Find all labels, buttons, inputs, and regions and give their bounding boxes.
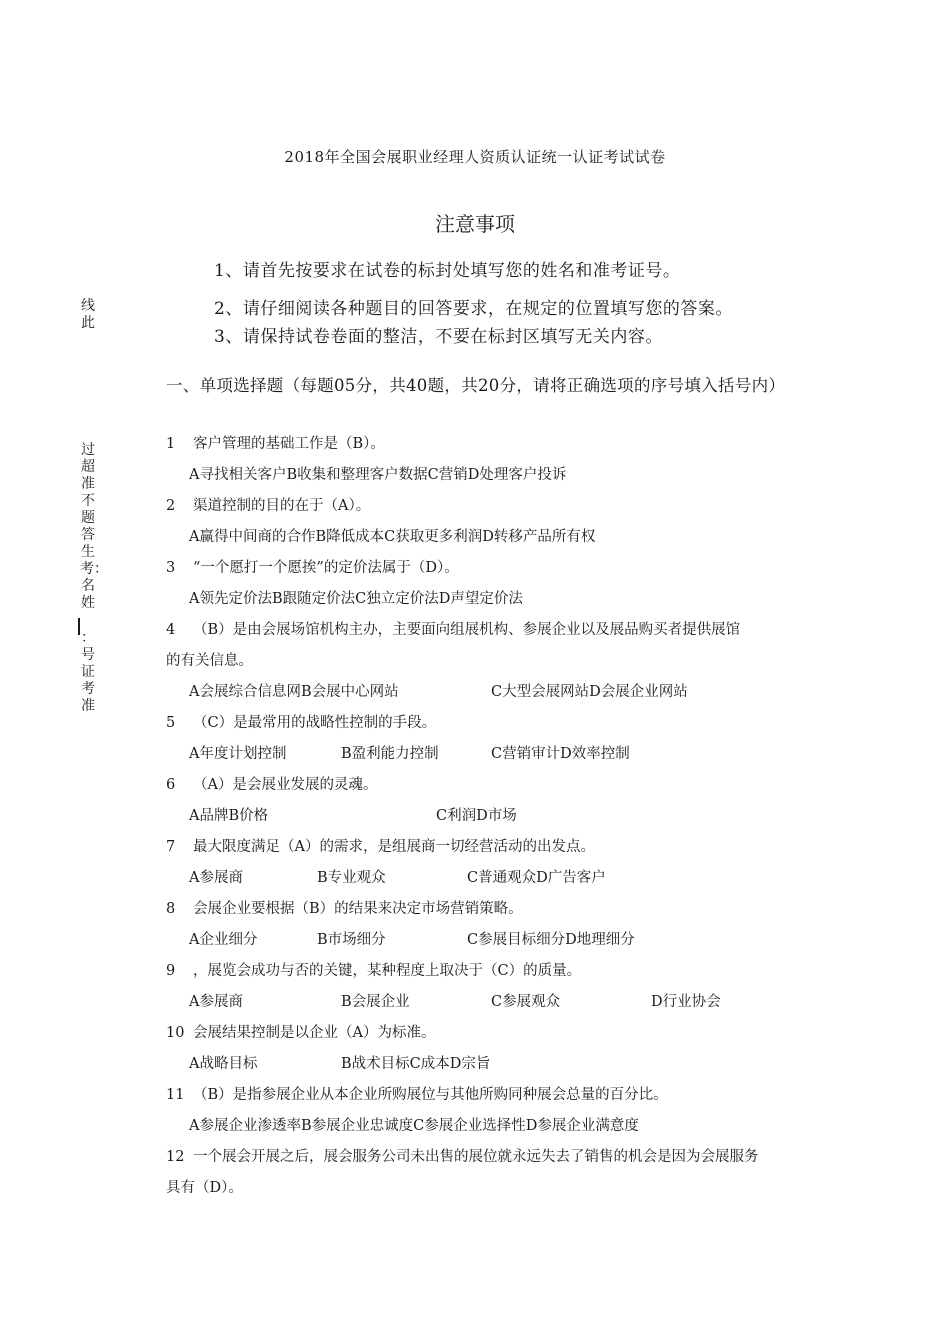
question-4 [166, 618, 740, 639]
question-8-option-b: B市场细分 [317, 932, 386, 948]
question-5-option-c: C营销审计D效率控制 [491, 746, 630, 762]
question-text: （A）是会展业发展的灵魂。 [193, 777, 378, 793]
question-number: 5 [166, 715, 176, 731]
question-7-option-a: A参展商 [189, 870, 243, 886]
question-9-option-d: D行业协会 [651, 994, 721, 1010]
question-text: （C）是最常用的战略性控制的手段。 [193, 715, 437, 731]
question-number: 2 [166, 498, 176, 514]
question-number: 11 [166, 1087, 185, 1103]
question-6 [166, 773, 377, 794]
question-8-option-a: A企业细分 [189, 932, 258, 948]
question-6-option-a: A品牌B价格 [189, 808, 269, 824]
question-number: 7 [166, 839, 176, 855]
question-7-option-c: C普通观众D广告客户 [467, 870, 606, 886]
question-6-option-c: C利润D市场 [436, 808, 517, 824]
question-12-continuation: 具有（D）。 [166, 1180, 243, 1196]
notice-item-1: 1、请首先按要求在试卷的标封处填写您的姓名和准考证号。 [214, 261, 681, 281]
question-number: 3 [166, 560, 176, 576]
question-text: 渠道控制的目的在于（A）。 [193, 498, 371, 514]
question-11 [166, 1083, 668, 1104]
question-4-options-c: C大型会展网站D会展企业网站 [491, 684, 688, 700]
question-10-option-b: B战术目标C成本D宗旨 [341, 1056, 491, 1072]
question-9 [166, 959, 581, 980]
question-8-option-c: C参展目标细分D地理细分 [467, 932, 635, 948]
question-number: 8 [166, 901, 176, 917]
notice-title: 注意事项 [435, 212, 515, 236]
margin-seal-text-3: ：号证考准 [81, 630, 95, 714]
question-number: 1 [166, 436, 176, 452]
exam-title: 2018年全国会展职业经理人资质认证统一认证考试试卷 [284, 148, 666, 166]
question-10-option-a: A战略目标 [189, 1056, 258, 1072]
question-text: 客户管理的基础工作是（B）。 [193, 436, 385, 452]
question-2 [166, 494, 370, 515]
question-text: 会展企业要根据（B）的结果来决定市场营销策略。 [193, 901, 523, 917]
question-text: ，展览会成功与否的关键，某种程度上取决于（C）的质量。 [193, 963, 582, 979]
question-number: 10 [166, 1025, 185, 1041]
question-9-option-b: B会展企业 [341, 994, 410, 1010]
question-3 [166, 556, 459, 577]
question-10 [166, 1021, 435, 1042]
question-text: 最大限度满足（A）的需求，是组展商一切经营活动的出发点。 [193, 839, 595, 855]
question-9-option-a: A参展商 [189, 994, 243, 1010]
question-1-options: A寻找相关客户B收集和整理客户数据C营销D处理客户投诉 [189, 467, 567, 483]
notice-item-2: 2、请仔细阅读各种题目的回答要求，在规定的位置填写您的答案。 [214, 299, 733, 319]
question-number: 6 [166, 777, 176, 793]
question-text: （B）是指参展企业从本企业所购展位与其他所购同种展会总量的百分比。 [193, 1087, 668, 1103]
question-7-option-b: B专业观众 [317, 870, 386, 886]
question-text: 一个展会开展之后，展会服务公司未出售的展位就永远失去了销售的机会是因为会展服务 [193, 1149, 759, 1165]
question-8 [166, 897, 523, 918]
question-5-option-a: A年度计划控制 [189, 746, 287, 762]
question-2-options: A赢得中间商的合作B降低成本C获取更多利润D转移产品所有权 [189, 529, 596, 545]
question-number: 4 [166, 622, 176, 638]
question-text: “一个愿打一个愿挨”的定价法属于（D）。 [193, 560, 459, 576]
question-11-options: A参展企业渗透率B参展企业忠诚度C参展企业选择性D参展企业满意度 [189, 1118, 639, 1134]
question-text: 会展结果控制是以企业（A）为标准。 [193, 1025, 436, 1041]
question-5 [166, 711, 436, 732]
question-number: 12 [166, 1149, 185, 1165]
question-9-option-c: C参展观众 [491, 994, 561, 1010]
question-text: （B）是由会展场馆机构主办，主要面向组展机构、参展企业以及展品购买者提供展馆 [193, 622, 741, 638]
question-4-options-a: A会展综合信息网B会展中心网站 [189, 684, 399, 700]
question-5-option-b: B盈利能力控制 [341, 746, 439, 762]
question-7 [166, 835, 595, 856]
question-number: 9 [166, 963, 176, 979]
question-4-continuation: 的有关信息。 [166, 653, 253, 669]
notice-item-3: 3、请保持试卷卷面的整洁，不要在标封区填写无关内容。 [214, 327, 663, 347]
question-3-options: A领先定价法B跟随定价法C独立定价法D声望定价法 [189, 591, 523, 607]
margin-seal-text-2: 过超准不题答生考：名姓 [80, 442, 108, 611]
margin-seal-text-1: 线此 [81, 298, 95, 331]
question-12 [166, 1145, 759, 1166]
section-heading: 一、单项选择题（每题05分，共40题，共20分，请将正确选项的序号填入括号内） [166, 376, 786, 395]
question-1 [166, 432, 385, 453]
